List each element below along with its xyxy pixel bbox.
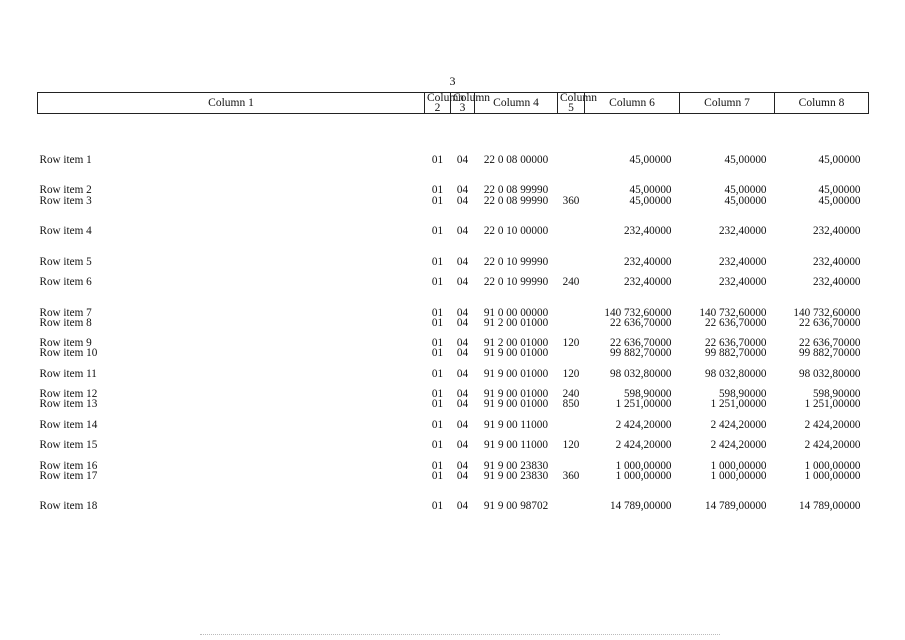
row-value-cell xyxy=(558,410,585,430)
row-value-cell: 01 xyxy=(431,276,444,289)
row-value-cell: 45,00000 xyxy=(724,194,767,207)
row-value-cell: 22 0 10 99990 xyxy=(483,255,549,268)
row-name-cell: Row item 14 xyxy=(39,418,98,431)
row-value-cell: 240 xyxy=(562,276,580,289)
row-value-cell: 04 xyxy=(456,500,469,513)
header-cell: Column 7 xyxy=(680,93,775,114)
row-value-cell: 2 424,20000 xyxy=(710,439,767,452)
row-value-cell: 91 9 00 01000 xyxy=(483,347,549,360)
row-value-cell: 2 424,20000 xyxy=(804,439,861,452)
row-value-cell: 01 xyxy=(431,347,444,360)
row-value-cell: 598,90000 xyxy=(812,388,861,401)
row-name-cell: Row item 18 xyxy=(39,500,98,513)
table-row xyxy=(38,236,869,267)
table-row xyxy=(38,430,869,450)
table-row xyxy=(38,471,869,481)
row-value-cell: 22 636,70000 xyxy=(798,316,861,329)
table-row xyxy=(38,379,869,399)
row-value-cell: 140 732,60000 xyxy=(604,306,672,319)
row-name-cell: Row item 12 xyxy=(39,388,98,401)
row-name-cell: Row item 6 xyxy=(39,276,92,289)
row-name-cell: Row item 16 xyxy=(39,459,98,472)
row-value-cell: 598,90000 xyxy=(623,388,672,401)
row-value-cell: 45,00000 xyxy=(818,194,861,207)
row-name-cell: Row item 13 xyxy=(39,398,98,411)
table-row xyxy=(38,328,869,348)
row-value-cell: 91 9 00 01000 xyxy=(483,398,549,411)
row-value-cell xyxy=(558,206,585,237)
row-name-cell: Row item 5 xyxy=(39,255,92,268)
row-value-cell: 04 xyxy=(456,398,469,411)
row-value-cell: 45,00000 xyxy=(629,153,672,166)
row-value-cell: 01 xyxy=(431,194,444,207)
row-value-cell: 22 0 08 00000 xyxy=(483,153,549,166)
row-value-cell: 98 032,80000 xyxy=(704,367,767,380)
row-name-cell: Row item 11 xyxy=(39,367,97,380)
row-value-cell: 22 0 08 99990 xyxy=(483,184,549,197)
row-value-cell: 99 882,70000 xyxy=(704,347,767,360)
row-value-cell: 01 xyxy=(431,153,444,166)
row-value-cell: 99 882,70000 xyxy=(798,347,861,360)
row-value-cell: 01 xyxy=(431,418,444,431)
row-value-cell: 04 xyxy=(456,469,469,482)
row-value-cell: 232,40000 xyxy=(812,225,861,238)
table-row xyxy=(38,481,869,512)
row-value-cell: 22 0 10 00000 xyxy=(483,225,549,238)
row-value-cell: 91 0 00 00000 xyxy=(483,306,549,319)
row-value-cell: 1 000,00000 xyxy=(615,469,672,482)
row-value-cell: 91 9 00 23830 xyxy=(483,459,549,472)
row-value-cell: 22 0 08 99990 xyxy=(483,194,549,207)
row-value-cell: 91 9 00 11000 xyxy=(484,439,548,452)
header-cell: Column 1 xyxy=(38,93,425,114)
row-value-cell: 232,40000 xyxy=(718,225,767,238)
row-value-cell: 1 251,00000 xyxy=(804,398,861,411)
row-value-cell: 45,00000 xyxy=(724,184,767,197)
row-value-cell: 01 xyxy=(431,388,444,401)
row-value-cell xyxy=(558,287,585,318)
table-row xyxy=(38,165,869,196)
row-value-cell: 01 xyxy=(431,439,444,452)
row-value-cell: 45,00000 xyxy=(818,153,861,166)
row-value-cell: 04 xyxy=(456,184,469,197)
row-value-cell: 04 xyxy=(456,153,469,166)
row-value-cell: 2 424,20000 xyxy=(804,418,861,431)
row-value-cell: 2 424,20000 xyxy=(615,439,672,452)
row-value-cell: 91 9 00 23830 xyxy=(483,469,549,482)
row-value-cell: 04 xyxy=(456,337,469,350)
row-name-cell: Row item 1 xyxy=(39,153,92,166)
table-body xyxy=(38,114,869,512)
header-cell: Column 4 xyxy=(475,93,558,114)
row-value-cell: 120 xyxy=(562,439,580,452)
header-cell: Column 2 xyxy=(425,93,451,114)
row-value-cell: 1 000,00000 xyxy=(804,469,861,482)
row-value-cell: 01 xyxy=(431,500,444,513)
row-value-cell: 232,40000 xyxy=(812,255,861,268)
row-value-cell: 14 789,00000 xyxy=(609,500,672,513)
row-value-cell: 91 9 00 98702 xyxy=(483,500,549,513)
row-value-cell: 22 636,70000 xyxy=(704,316,767,329)
row-value-cell: 91 9 00 01000 xyxy=(483,367,549,380)
table-row xyxy=(38,287,869,318)
row-name-cell: Row item 3 xyxy=(39,194,92,207)
row-value-cell: 232,40000 xyxy=(812,276,861,289)
table-row xyxy=(38,359,869,379)
row-value-cell xyxy=(558,348,585,358)
row-value-cell: 04 xyxy=(456,194,469,207)
row-value-cell: 01 xyxy=(431,306,444,319)
row-value-cell: 14 789,00000 xyxy=(704,500,767,513)
row-value-cell: 232,40000 xyxy=(718,255,767,268)
row-value-cell: 04 xyxy=(456,316,469,329)
row-value-cell: 360 xyxy=(562,469,580,482)
row-value-cell: 140 732,60000 xyxy=(793,306,861,319)
row-value-cell: 22 0 10 99990 xyxy=(483,276,549,289)
row-name-cell: Row item 9 xyxy=(39,337,92,350)
header-cell: Column 3 xyxy=(451,93,475,114)
row-value-cell: 99 882,70000 xyxy=(609,347,672,360)
row-value-cell: 232,40000 xyxy=(623,255,672,268)
page-number: 3 xyxy=(449,74,456,88)
row-value-cell: 45,00000 xyxy=(724,153,767,166)
table-row xyxy=(38,318,869,328)
row-value-cell: 01 xyxy=(431,337,444,350)
row-value-cell: 2 424,20000 xyxy=(710,418,767,431)
row-value-cell: 04 xyxy=(456,306,469,319)
row-value-cell: 850 xyxy=(562,398,580,411)
row-name-cell: Row item 7 xyxy=(39,306,92,319)
row-value-cell: 04 xyxy=(456,255,469,268)
row-value-cell: 120 xyxy=(562,337,580,350)
row-name-cell: Row item 15 xyxy=(39,439,98,452)
row-value-cell: 91 9 00 11000 xyxy=(484,418,548,431)
row-value-cell: 1 000,00000 xyxy=(710,459,767,472)
row-value-cell: 598,90000 xyxy=(718,388,767,401)
row-value-cell: 04 xyxy=(456,225,469,238)
row-value-cell: 01 xyxy=(431,398,444,411)
table-row xyxy=(38,348,869,358)
row-value-cell: 1 251,00000 xyxy=(710,398,767,411)
row-name-cell: Row item 10 xyxy=(39,347,98,360)
row-value-cell: 98 032,80000 xyxy=(798,367,861,380)
row-value-cell: 22 636,70000 xyxy=(609,316,672,329)
table-row xyxy=(38,206,869,237)
row-name-cell: Row item 17 xyxy=(39,469,98,482)
row-value-cell: 04 xyxy=(456,459,469,472)
header-cell: Column 8 xyxy=(775,93,869,114)
row-value-cell: 04 xyxy=(456,418,469,431)
row-name-cell: Row item 2 xyxy=(39,184,92,197)
table-row xyxy=(38,450,869,470)
header-cell: Column 5 xyxy=(558,93,585,114)
row-value-cell: 04 xyxy=(456,276,469,289)
header-cell: Column 6 xyxy=(585,93,680,114)
scan-artifact-line xyxy=(200,634,720,637)
table-row xyxy=(38,410,869,430)
row-value-cell: 2 424,20000 xyxy=(615,418,672,431)
row-value-cell: 98 032,80000 xyxy=(609,367,672,380)
table-row xyxy=(38,399,869,409)
row-value-cell: 01 xyxy=(431,225,444,238)
row-value-cell: 45,00000 xyxy=(629,184,672,197)
row-value-cell: 45,00000 xyxy=(818,184,861,197)
row-value-cell xyxy=(558,450,585,470)
table-row xyxy=(38,114,869,165)
row-name-cell: Row item 8 xyxy=(39,316,92,329)
row-value-cell: 1 000,00000 xyxy=(710,469,767,482)
row-value-cell: 22 636,70000 xyxy=(798,337,861,350)
row-value-cell: 04 xyxy=(456,367,469,380)
row-value-cell: 14 789,00000 xyxy=(798,500,861,513)
row-value-cell: 01 xyxy=(431,316,444,329)
row-value-cell: 232,40000 xyxy=(623,276,672,289)
row-value-cell: 120 xyxy=(562,367,580,380)
row-value-cell: 140 732,60000 xyxy=(699,306,767,319)
row-value-cell: 232,40000 xyxy=(623,225,672,238)
row-value-cell: 1 251,00000 xyxy=(615,398,672,411)
row-value-cell: 91 9 00 01000 xyxy=(483,388,549,401)
row-value-cell: 45,00000 xyxy=(629,194,672,207)
row-value-cell: 04 xyxy=(456,439,469,452)
row-value-cell xyxy=(558,114,585,165)
row-value-cell: 01 xyxy=(431,459,444,472)
budget-table xyxy=(37,92,869,512)
row-value-cell: 01 xyxy=(431,255,444,268)
table-row xyxy=(38,196,869,206)
table-header-row xyxy=(38,93,869,114)
row-value-cell: 04 xyxy=(456,388,469,401)
row-value-cell: 1 000,00000 xyxy=(804,459,861,472)
row-value-cell: 01 xyxy=(431,184,444,197)
row-value-cell: 91 2 00 01000 xyxy=(483,316,549,329)
row-value-cell: 01 xyxy=(431,469,444,482)
row-value-cell: 1 000,00000 xyxy=(615,459,672,472)
row-name-cell: Row item 4 xyxy=(39,225,92,238)
row-value-cell: 22 636,70000 xyxy=(609,337,672,350)
row-value-cell xyxy=(558,481,585,512)
row-value-cell: 22 636,70000 xyxy=(704,337,767,350)
row-value-cell: 04 xyxy=(456,347,469,360)
row-value-cell: 240 xyxy=(562,388,580,401)
row-value-cell xyxy=(558,318,585,328)
row-value-cell xyxy=(558,165,585,196)
table-row xyxy=(38,267,869,287)
row-value-cell xyxy=(558,236,585,267)
row-value-cell: 01 xyxy=(431,367,444,380)
row-value-cell: 91 2 00 01000 xyxy=(483,337,549,350)
row-value-cell: 360 xyxy=(562,194,580,207)
row-value-cell: 232,40000 xyxy=(718,276,767,289)
